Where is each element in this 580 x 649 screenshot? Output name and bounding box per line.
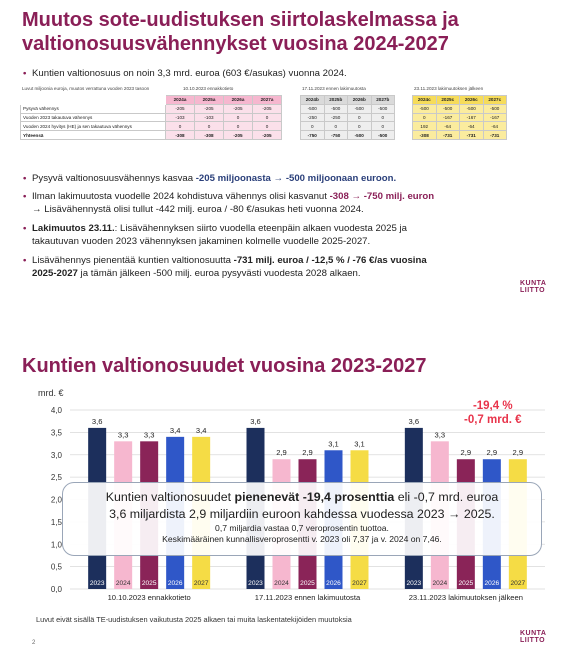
table-cell: -205 — [166, 104, 195, 113]
summary-line-4: Keskimääräinen kunnallisveroprosentti v. 2023 oli 7,37 ja v. 2024 on 7,46. — [162, 534, 442, 544]
table-cell: -205 — [253, 131, 282, 140]
table-header: 2026a — [224, 96, 253, 105]
bar-year-label: 2024 — [274, 580, 289, 587]
table-cell: 0 — [371, 113, 395, 122]
data-label: 3,6 — [91, 416, 103, 426]
table-2 — [300, 95, 395, 140]
table-cell: -64 — [483, 122, 507, 131]
bullet-additional-reduction: • Lisävähennys pienentää kuntien valtionosuutta -731 milj. euroa / -12,5 % / -76 €/as vuosina 2025-2027 ja tämän jälkeen -500 milj. euroa pysyvästi vuodesta 2028 alkaen. — [32, 254, 427, 280]
data-label: 3,3 — [143, 430, 155, 440]
table-header: 2027a — [253, 96, 282, 105]
y-tick-label: 3,0 — [50, 450, 62, 460]
data-label: 3,1 — [354, 439, 365, 449]
bar-year-label: 2023 — [89, 580, 105, 587]
data-label: 3,6 — [250, 416, 261, 426]
bar-year-label: 2024 — [432, 580, 448, 587]
x-group-label: 10.10.2023 ennakkotieto — [107, 593, 191, 602]
table-cell: -731 — [460, 131, 484, 140]
table-cell: -500 — [348, 104, 372, 113]
kuntaliitto-logo: KUNTA LIITTO — [520, 280, 547, 294]
table-cell: -103 — [195, 113, 224, 122]
table-cell: -308 — [166, 131, 195, 140]
footnote: Luvut eivät sisällä TE-uudistuksen vaikutusta 2025 alkaen tai muita laskentatekijöiden muutoksia — [36, 615, 352, 624]
table-cell: 0 — [224, 122, 253, 131]
y-tick-label: 3,5 — [50, 428, 62, 438]
table-header: 2027c — [483, 96, 507, 105]
bullet-law-change: • Lakimuutos 23.11.: Lisävähennyksen siirto vuodella eteenpäin alkaen vuodesta 2025 ja takautuvan vuoden 2023 vähennyksen jakaminen kolmelle vuodelle 2025-2027. — [32, 222, 407, 248]
table-cell: 0 — [301, 122, 325, 131]
table-cell: -500 — [436, 104, 460, 113]
data-label: 2,9 — [302, 448, 313, 458]
y-tick-label: 2,0 — [50, 495, 62, 505]
table-cell: -731 — [436, 131, 460, 140]
table-3 — [412, 95, 507, 140]
table-cell: -750 — [301, 131, 325, 140]
data-label: 3,3 — [434, 430, 446, 440]
table-cell: 0 — [413, 113, 437, 122]
table-cell: -750 — [324, 131, 348, 140]
table-cell: 0 — [253, 122, 282, 131]
summary-line-1: Kuntien valtionosuudet pienenevät -19,4 prosenttia eli -0,7 mrd. euroa — [105, 490, 499, 504]
table-cell: 0 — [195, 122, 224, 131]
y-tick-label: 2,5 — [50, 473, 62, 483]
table-cell: -500 — [324, 104, 348, 113]
y-tick-label: 1,0 — [50, 540, 62, 550]
y-tick-label: 0,5 — [50, 562, 62, 572]
page-number: 2 — [32, 640, 36, 646]
table-2-caption: 17.11.2023 ennen lakimuutosta — [302, 86, 366, 91]
table-cell: 0 — [224, 113, 253, 122]
table-header: 2026b — [348, 96, 372, 105]
bullet-without-law-change: • Ilman lakimuutosta vuodelle 2024 kohdistuva vähennys olisi kasvanut -308 → -750 milj. euron → Lisävähennystä olisi tullut -442 milj. euroa / -80 €/asukas heti vuonna 2024. — [32, 190, 434, 216]
bar-year-label: 2025 — [300, 580, 315, 587]
bar-year-label: 2026 — [326, 580, 341, 587]
table-cell: -205 — [195, 104, 224, 113]
table-cell: -731 — [483, 131, 507, 140]
row-label: Yhteensä — [21, 131, 166, 140]
data-label: 3,3 — [117, 430, 129, 440]
slide-1 — [0, 0, 580, 320]
table-cell: -205 — [253, 104, 282, 113]
data-label: 2,9 — [512, 448, 524, 458]
table-header: 2024a — [166, 96, 195, 105]
slide-2-title: Kuntien valtionosuudet vuosina 2023-2027 — [22, 355, 427, 377]
table-1-caption: 10.10.2023 ennakkotieto — [183, 86, 234, 91]
y-axis-label: mrd. € — [38, 388, 64, 398]
table-cell: -103 — [166, 113, 195, 122]
data-label: 3,6 — [408, 416, 420, 426]
table-cell: 0 — [166, 122, 195, 131]
data-label: 3,1 — [328, 439, 339, 449]
bar-year-label: 2025 — [141, 580, 157, 587]
bar-year-label: 2026 — [484, 580, 500, 587]
table-cell: -64 — [436, 122, 460, 131]
summary-box — [62, 482, 542, 556]
slide-1-title-line-1: Muutos sote-uudistuksen siirtolaskelmassa ja — [22, 9, 459, 31]
row-label: Vuoden 2024 hyvitys (HE) ja sen takautuva vähennys — [21, 122, 166, 131]
table-cell: -500 — [301, 104, 325, 113]
table-cell: -205 — [224, 104, 253, 113]
y-tick-label: 0,0 — [50, 585, 62, 594]
table-cell: -500 — [413, 104, 437, 113]
x-group-label: 23.11.2023 lakimuutoksen jälkeen — [408, 593, 523, 602]
table-cell: -500 — [371, 104, 395, 113]
table-header: 2025c — [436, 96, 460, 105]
bar-year-label: 2023 — [248, 580, 263, 587]
table-cell: -167 — [483, 113, 507, 122]
table-3-caption: 23.11.2023 lakimuutoksen jälkeen — [414, 86, 484, 91]
table-cell: -500 — [348, 131, 372, 140]
data-label: 3,4 — [169, 425, 181, 435]
bar-year-label: 2027 — [193, 580, 209, 587]
table-cell: -167 — [436, 113, 460, 122]
table-cell: -500 — [460, 104, 484, 113]
table-header: 2024b — [301, 96, 325, 105]
table-cell: 0 — [348, 122, 372, 131]
table-cell: -500 — [371, 131, 395, 140]
table-cell: -500 — [483, 104, 507, 113]
row-label: Pysyvä vähennys — [21, 104, 166, 113]
kuntaliitto-logo-bottom: KUNTA LIITTO — [520, 630, 547, 644]
bullet-permanent-reduction: • Pysyvä valtionosuusvähennys kasvaa -205 miljoonasta → -500 miljoonaan euroon. — [32, 172, 396, 185]
table-1 — [20, 95, 282, 140]
table-cell: 0 — [324, 122, 348, 131]
bar-year-label: 2026 — [167, 580, 183, 587]
table-cell: -250 — [301, 113, 325, 122]
table-cell: -250 — [324, 113, 348, 122]
intro-bullet: • Kuntien valtionosuus on noin 3,3 mrd. euroa (603 €/asukas) vuonna 2024. — [32, 67, 347, 80]
data-label: 2,9 — [460, 448, 472, 458]
table-cell: -308 — [195, 131, 224, 140]
row-label: Vuoden 2023 takautuva vähennys — [21, 113, 166, 122]
table-cell: 0 — [348, 113, 372, 122]
y-tick-label: 4,0 — [50, 406, 62, 415]
x-group-label: 17.11.2023 ennen lakimuutosta — [254, 593, 361, 602]
summary-line-2: 3,6 miljardista 2,9 miljardiin euroon kahdessa vuodessa 2023 → 2025. — [109, 507, 495, 521]
data-label: 2,9 — [276, 448, 287, 458]
table-cell: -205 — [224, 131, 253, 140]
data-label: 3,4 — [195, 425, 207, 435]
table-header: 2025b — [324, 96, 348, 105]
summary-line-3: 0,7 miljardia vastaa 0,7 veroprosentin tuottoa. — [215, 523, 389, 533]
data-label: 2,9 — [486, 448, 498, 458]
table-cell: -64 — [460, 122, 484, 131]
table-header: 2025a — [195, 96, 224, 105]
table-header: 2027b — [371, 96, 395, 105]
table-header: 2024c — [413, 96, 437, 105]
bar-year-label: 2025 — [458, 580, 474, 587]
table-cell: -308 — [413, 131, 437, 140]
table-cell: 0 — [253, 113, 282, 122]
bar-year-label: 2027 — [352, 580, 367, 587]
bar-year-label: 2027 — [510, 580, 526, 587]
table-cell: 192 — [413, 122, 437, 131]
y-tick-label: 1,5 — [50, 517, 62, 527]
table-cell: 0 — [371, 122, 395, 131]
bar-year-label: 2023 — [406, 580, 422, 587]
slide-1-title-line-2: valtionosuusvähennykset vuosina 2024-2027 — [22, 33, 449, 55]
table-cell: -167 — [460, 113, 484, 122]
table-label: Luvut miljoonia euroja, muutos verrattuna vuoden 2023 tasoon — [22, 86, 150, 91]
bar-year-label: 2024 — [115, 580, 131, 587]
table-header: 2026c — [460, 96, 484, 105]
change-callout: -19,4 % -0,7 mrd. € — [464, 400, 522, 426]
